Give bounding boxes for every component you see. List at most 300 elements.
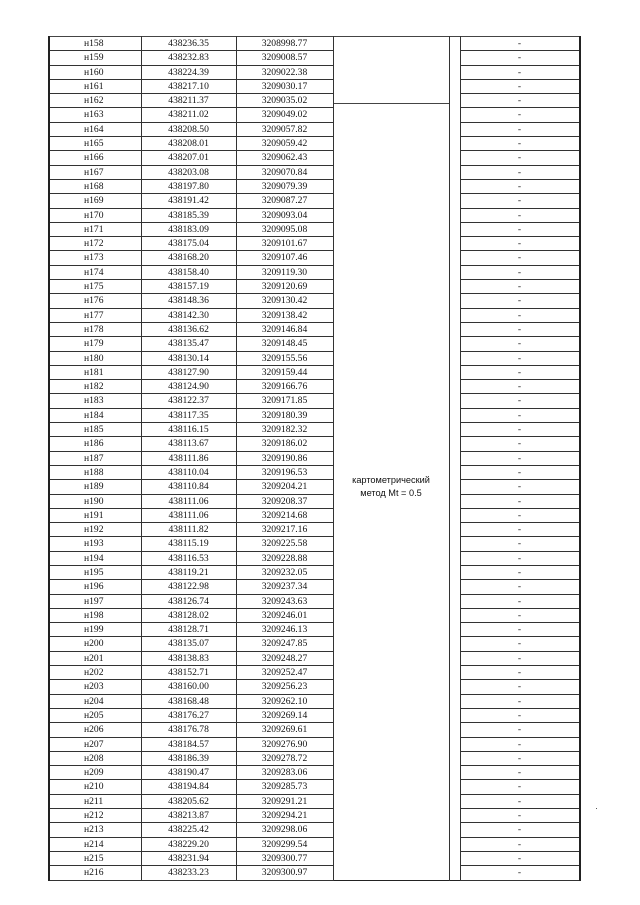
point-name-cell: н180: [49, 351, 141, 365]
table-row: [49, 666, 580, 680]
y-coordinate-cell: 3209237.34: [236, 580, 333, 594]
point-name-cell: н216: [49, 866, 141, 880]
table-row: [49, 651, 580, 665]
point-name-cell: н202: [49, 666, 141, 680]
table-row: [49, 537, 580, 551]
method-line-1: картометрический: [352, 475, 430, 485]
table-row: [49, 37, 580, 51]
x-coordinate-cell: 438126.74: [141, 594, 236, 608]
x-coordinate-cell: 438232.83: [141, 51, 236, 65]
y-coordinate-cell: 3209246.13: [236, 623, 333, 637]
point-name-cell: н196: [49, 580, 141, 594]
mark-cell: -: [460, 194, 580, 208]
y-coordinate-cell: 3209243.63: [236, 594, 333, 608]
y-coordinate-cell: 3209166.76: [236, 380, 333, 394]
table-row: [49, 737, 580, 751]
method-divider-line: [334, 103, 449, 104]
point-name-cell: н181: [49, 365, 141, 379]
point-name-cell: н172: [49, 237, 141, 251]
mark-cell: -: [460, 208, 580, 222]
y-coordinate-cell: 3209269.61: [236, 723, 333, 737]
x-coordinate-cell: 438211.02: [141, 108, 236, 122]
mark-cell: -: [460, 51, 580, 65]
x-coordinate-cell: 438116.15: [141, 423, 236, 437]
table-row: [49, 237, 580, 251]
x-coordinate-cell: 438224.39: [141, 65, 236, 79]
x-coordinate-cell: 438148.36: [141, 294, 236, 308]
table-row: [49, 265, 580, 279]
table-row: [49, 580, 580, 594]
x-coordinate-cell: 438122.98: [141, 580, 236, 594]
y-coordinate-cell: 3209208.37: [236, 494, 333, 508]
table-row: [49, 394, 580, 408]
x-coordinate-cell: 438197.80: [141, 179, 236, 193]
y-coordinate-cell: 3209008.57: [236, 51, 333, 65]
y-coordinate-cell: 3209030.17: [236, 79, 333, 93]
mark-cell: -: [460, 823, 580, 837]
y-coordinate-cell: 3209159.44: [236, 365, 333, 379]
point-name-cell: н204: [49, 694, 141, 708]
mark-cell: -: [460, 265, 580, 279]
x-coordinate-cell: 438194.84: [141, 780, 236, 794]
x-coordinate-cell: 438142.30: [141, 308, 236, 322]
y-coordinate-cell: 3209294.21: [236, 809, 333, 823]
method-line-2: метод Mt = 0.5: [360, 488, 422, 498]
point-name-cell: н209: [49, 766, 141, 780]
table-row: [49, 623, 580, 637]
x-coordinate-cell: 438110.84: [141, 480, 236, 494]
table-row: [49, 766, 580, 780]
table-row: [49, 551, 580, 565]
point-name-cell: н183: [49, 394, 141, 408]
x-coordinate-cell: 438119.21: [141, 565, 236, 579]
point-name-cell: н201: [49, 651, 141, 665]
mark-cell: -: [460, 280, 580, 294]
mark-cell: -: [460, 179, 580, 193]
y-coordinate-cell: 3209022.38: [236, 65, 333, 79]
table-row: [49, 465, 580, 479]
method-description: [334, 474, 449, 500]
x-coordinate-cell: 438186.39: [141, 751, 236, 765]
mark-cell: -: [460, 423, 580, 437]
table-row: [49, 251, 580, 265]
table-row: [49, 694, 580, 708]
mark-cell: -: [460, 723, 580, 737]
point-name-cell: н166: [49, 151, 141, 165]
y-coordinate-cell: 3209300.77: [236, 851, 333, 865]
gap-cell: [449, 37, 460, 881]
point-name-cell: н188: [49, 465, 141, 479]
y-coordinate-cell: 3209107.46: [236, 251, 333, 265]
table-row: [49, 594, 580, 608]
x-coordinate-cell: 438160.00: [141, 680, 236, 694]
mark-cell: -: [460, 508, 580, 522]
point-name-cell: н198: [49, 608, 141, 622]
y-coordinate-cell: 3209214.68: [236, 508, 333, 522]
x-coordinate-cell: 438116.53: [141, 551, 236, 565]
y-coordinate-cell: 3209246.01: [236, 608, 333, 622]
point-name-cell: н170: [49, 208, 141, 222]
x-coordinate-cell: 438208.50: [141, 122, 236, 136]
mark-cell: -: [460, 365, 580, 379]
mark-cell: -: [460, 494, 580, 508]
table-row: [49, 51, 580, 65]
y-coordinate-cell: 3209087.27: [236, 194, 333, 208]
mark-cell: -: [460, 408, 580, 422]
x-coordinate-cell: 438233.23: [141, 866, 236, 880]
point-name-cell: н212: [49, 809, 141, 823]
x-coordinate-cell: 438184.57: [141, 737, 236, 751]
mark-cell: -: [460, 437, 580, 451]
y-coordinate-cell: 3209256.23: [236, 680, 333, 694]
x-coordinate-cell: 438136.62: [141, 322, 236, 336]
table-row: [49, 451, 580, 465]
mark-cell: -: [460, 37, 580, 51]
point-name-cell: н187: [49, 451, 141, 465]
mark-cell: -: [460, 237, 580, 251]
table-row: [49, 194, 580, 208]
y-coordinate-cell: 3209101.67: [236, 237, 333, 251]
table-row: [49, 437, 580, 451]
point-name-cell: н211: [49, 794, 141, 808]
x-coordinate-cell: 438185.39: [141, 208, 236, 222]
mark-cell: -: [460, 594, 580, 608]
x-coordinate-cell: 438128.02: [141, 608, 236, 622]
y-coordinate-cell: 3209196.53: [236, 465, 333, 479]
table-row: [49, 523, 580, 537]
table-row: [49, 94, 580, 108]
table-row: [49, 408, 580, 422]
x-coordinate-cell: 438211.37: [141, 94, 236, 108]
mark-cell: -: [460, 122, 580, 136]
point-name-cell: н168: [49, 179, 141, 193]
mark-cell: -: [460, 666, 580, 680]
mark-cell: -: [460, 380, 580, 394]
table-row: [49, 780, 580, 794]
table-row: [49, 365, 580, 379]
x-coordinate-cell: 438208.01: [141, 137, 236, 151]
table-row: [49, 351, 580, 365]
point-name-cell: н161: [49, 79, 141, 93]
mark-cell: -: [460, 523, 580, 537]
table-row: [49, 308, 580, 322]
y-coordinate-cell: 3209300.97: [236, 866, 333, 880]
point-name-cell: н162: [49, 94, 141, 108]
table-row: [49, 337, 580, 351]
point-name-cell: н194: [49, 551, 141, 565]
mark-cell: -: [460, 165, 580, 179]
x-coordinate-cell: 438111.06: [141, 508, 236, 522]
table-row: [49, 122, 580, 136]
table-row: [49, 322, 580, 336]
y-coordinate-cell: 3209180.39: [236, 408, 333, 422]
mark-cell: -: [460, 308, 580, 322]
table-row: [49, 380, 580, 394]
y-coordinate-cell: 3209248.27: [236, 651, 333, 665]
x-coordinate-cell: 438152.71: [141, 666, 236, 680]
x-coordinate-cell: 438157.19: [141, 280, 236, 294]
x-coordinate-cell: 438138.83: [141, 651, 236, 665]
mark-cell: -: [460, 694, 580, 708]
coordinates-table: [48, 36, 581, 881]
y-coordinate-cell: 3209262.10: [236, 694, 333, 708]
method-cell: [333, 37, 449, 881]
table-row: [49, 723, 580, 737]
mark-cell: -: [460, 766, 580, 780]
point-name-cell: н175: [49, 280, 141, 294]
point-name-cell: н169: [49, 194, 141, 208]
x-coordinate-cell: 438115.19: [141, 537, 236, 551]
y-coordinate-cell: 3209120.69: [236, 280, 333, 294]
mark-cell: -: [460, 394, 580, 408]
coordinates-table-body: [49, 37, 580, 881]
x-coordinate-cell: 438158.40: [141, 265, 236, 279]
mark-cell: -: [460, 708, 580, 722]
mark-cell: -: [460, 65, 580, 79]
x-coordinate-cell: 438190.47: [141, 766, 236, 780]
mark-cell: -: [460, 251, 580, 265]
mark-cell: -: [460, 294, 580, 308]
table-row: [49, 608, 580, 622]
point-name-cell: н200: [49, 637, 141, 651]
y-coordinate-cell: 3209119.30: [236, 265, 333, 279]
mark-cell: -: [460, 151, 580, 165]
table-row: [49, 851, 580, 865]
point-name-cell: н186: [49, 437, 141, 451]
mark-cell: -: [460, 794, 580, 808]
x-coordinate-cell: 438127.90: [141, 365, 236, 379]
x-coordinate-cell: 438176.27: [141, 708, 236, 722]
point-name-cell: н208: [49, 751, 141, 765]
y-coordinate-cell: 3209204.21: [236, 480, 333, 494]
y-coordinate-cell: 3209299.54: [236, 837, 333, 851]
point-name-cell: н158: [49, 37, 141, 51]
point-name-cell: н176: [49, 294, 141, 308]
x-coordinate-cell: 438225.42: [141, 823, 236, 837]
y-coordinate-cell: 3209130.42: [236, 294, 333, 308]
mark-cell: -: [460, 337, 580, 351]
y-coordinate-cell: 3209059.42: [236, 137, 333, 151]
point-name-cell: н185: [49, 423, 141, 437]
mark-cell: -: [460, 79, 580, 93]
table-row: [49, 494, 580, 508]
point-name-cell: н174: [49, 265, 141, 279]
table-row: [49, 280, 580, 294]
y-coordinate-cell: 3209247.85: [236, 637, 333, 651]
point-name-cell: н164: [49, 122, 141, 136]
point-name-cell: н215: [49, 851, 141, 865]
mark-cell: -: [460, 623, 580, 637]
mark-cell: -: [460, 737, 580, 751]
x-coordinate-cell: 438122.37: [141, 394, 236, 408]
table-row: [49, 165, 580, 179]
y-coordinate-cell: 3209070.84: [236, 165, 333, 179]
mark-cell: -: [460, 751, 580, 765]
x-coordinate-cell: 438117.35: [141, 408, 236, 422]
point-name-cell: н184: [49, 408, 141, 422]
point-name-cell: н213: [49, 823, 141, 837]
y-coordinate-cell: 3209155.56: [236, 351, 333, 365]
point-name-cell: н182: [49, 380, 141, 394]
x-coordinate-cell: 438113.67: [141, 437, 236, 451]
y-coordinate-cell: 3209232.05: [236, 565, 333, 579]
x-coordinate-cell: 438191.42: [141, 194, 236, 208]
point-name-cell: н193: [49, 537, 141, 551]
y-coordinate-cell: 3209148.45: [236, 337, 333, 351]
y-coordinate-cell: 3209252.47: [236, 666, 333, 680]
y-coordinate-cell: 3209062.43: [236, 151, 333, 165]
x-coordinate-cell: 438111.86: [141, 451, 236, 465]
table-row: [49, 794, 580, 808]
table-row: [49, 866, 580, 880]
mark-cell: -: [460, 537, 580, 551]
scan-speck: [596, 808, 597, 809]
y-coordinate-cell: 3209093.04: [236, 208, 333, 222]
mark-cell: -: [460, 108, 580, 122]
x-coordinate-cell: 438205.62: [141, 794, 236, 808]
point-name-cell: н214: [49, 837, 141, 851]
x-coordinate-cell: 438111.82: [141, 523, 236, 537]
y-coordinate-cell: 3209283.06: [236, 766, 333, 780]
y-coordinate-cell: 3209269.14: [236, 708, 333, 722]
x-coordinate-cell: 438128.71: [141, 623, 236, 637]
table-row: [49, 809, 580, 823]
x-coordinate-cell: 438176.78: [141, 723, 236, 737]
mark-cell: -: [460, 94, 580, 108]
mark-cell: -: [460, 451, 580, 465]
mark-cell: -: [460, 837, 580, 851]
mark-cell: -: [460, 866, 580, 880]
table-row: [49, 79, 580, 93]
y-coordinate-cell: 3209049.02: [236, 108, 333, 122]
point-name-cell: н195: [49, 565, 141, 579]
point-name-cell: н165: [49, 137, 141, 151]
y-coordinate-cell: 3209228.88: [236, 551, 333, 565]
mark-cell: -: [460, 809, 580, 823]
point-name-cell: н190: [49, 494, 141, 508]
table-row: [49, 837, 580, 851]
mark-cell: -: [460, 322, 580, 336]
point-name-cell: н207: [49, 737, 141, 751]
mark-cell: -: [460, 580, 580, 594]
y-coordinate-cell: 3209217.16: [236, 523, 333, 537]
x-coordinate-cell: 438111.06: [141, 494, 236, 508]
mark-cell: -: [460, 680, 580, 694]
y-coordinate-cell: 3209035.02: [236, 94, 333, 108]
table-row: [49, 208, 580, 222]
y-coordinate-cell: 3209079.39: [236, 179, 333, 193]
y-coordinate-cell: 3209225.58: [236, 537, 333, 551]
y-coordinate-cell: 3208998.77: [236, 37, 333, 51]
point-name-cell: н199: [49, 623, 141, 637]
mark-cell: -: [460, 351, 580, 365]
table-row: [49, 65, 580, 79]
point-name-cell: н159: [49, 51, 141, 65]
x-coordinate-cell: 438135.07: [141, 637, 236, 651]
x-coordinate-cell: 438175.04: [141, 237, 236, 251]
x-coordinate-cell: 438217.10: [141, 79, 236, 93]
x-coordinate-cell: 438110.04: [141, 465, 236, 479]
x-coordinate-cell: 438124.90: [141, 380, 236, 394]
table-row: [49, 480, 580, 494]
table-row: [49, 708, 580, 722]
point-name-cell: н197: [49, 594, 141, 608]
x-coordinate-cell: 438207.01: [141, 151, 236, 165]
y-coordinate-cell: 3209186.02: [236, 437, 333, 451]
mark-cell: -: [460, 651, 580, 665]
table-row: [49, 108, 580, 122]
y-coordinate-cell: 3209171.85: [236, 394, 333, 408]
x-coordinate-cell: 438213.87: [141, 809, 236, 823]
x-coordinate-cell: 438236.35: [141, 37, 236, 51]
x-coordinate-cell: 438183.09: [141, 222, 236, 236]
table-row: [49, 222, 580, 236]
point-name-cell: н167: [49, 165, 141, 179]
point-name-cell: н173: [49, 251, 141, 265]
point-name-cell: н203: [49, 680, 141, 694]
table-row: [49, 637, 580, 651]
table-row: [49, 423, 580, 437]
point-name-cell: н191: [49, 508, 141, 522]
mark-cell: -: [460, 565, 580, 579]
y-coordinate-cell: 3209291.21: [236, 794, 333, 808]
mark-cell: -: [460, 780, 580, 794]
table-row: [49, 137, 580, 151]
point-name-cell: н160: [49, 65, 141, 79]
point-name-cell: н192: [49, 523, 141, 537]
x-coordinate-cell: 438229.20: [141, 837, 236, 851]
x-coordinate-cell: 438168.20: [141, 251, 236, 265]
point-name-cell: н177: [49, 308, 141, 322]
table-row: [49, 151, 580, 165]
x-coordinate-cell: 438231.94: [141, 851, 236, 865]
table-row: [49, 751, 580, 765]
point-name-cell: н178: [49, 322, 141, 336]
point-name-cell: н189: [49, 480, 141, 494]
mark-cell: -: [460, 480, 580, 494]
y-coordinate-cell: 3209182.32: [236, 423, 333, 437]
y-coordinate-cell: 3209146.84: [236, 322, 333, 336]
mark-cell: -: [460, 551, 580, 565]
point-name-cell: н206: [49, 723, 141, 737]
mark-cell: -: [460, 137, 580, 151]
y-coordinate-cell: 3209276.90: [236, 737, 333, 751]
y-coordinate-cell: 3209095.08: [236, 222, 333, 236]
x-coordinate-cell: 438130.14: [141, 351, 236, 365]
table-row: [49, 565, 580, 579]
y-coordinate-cell: 3209285.73: [236, 780, 333, 794]
y-coordinate-cell: 3209298.06: [236, 823, 333, 837]
table-row: [49, 823, 580, 837]
y-coordinate-cell: 3209057.82: [236, 122, 333, 136]
mark-cell: -: [460, 637, 580, 651]
table-row: [49, 680, 580, 694]
point-name-cell: н163: [49, 108, 141, 122]
point-name-cell: н210: [49, 780, 141, 794]
point-name-cell: н179: [49, 337, 141, 351]
y-coordinate-cell: 3209190.86: [236, 451, 333, 465]
table-row: [49, 294, 580, 308]
table-row: [49, 179, 580, 193]
point-name-cell: н171: [49, 222, 141, 236]
y-coordinate-cell: 3209138.42: [236, 308, 333, 322]
x-coordinate-cell: 438203.08: [141, 165, 236, 179]
x-coordinate-cell: 438135.47: [141, 337, 236, 351]
point-name-cell: н205: [49, 708, 141, 722]
mark-cell: -: [460, 222, 580, 236]
mark-cell: -: [460, 465, 580, 479]
mark-cell: -: [460, 851, 580, 865]
